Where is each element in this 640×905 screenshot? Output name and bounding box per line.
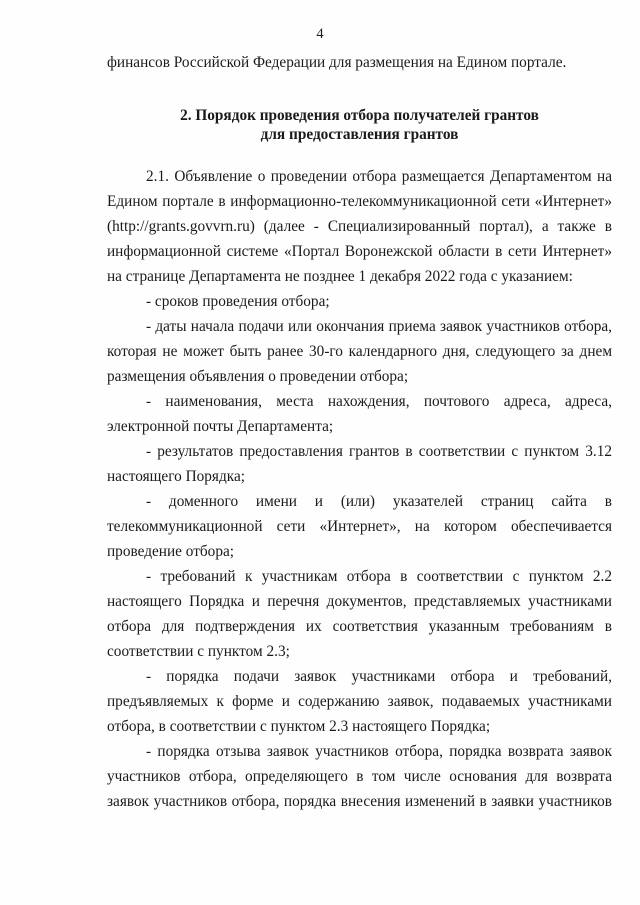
text-line: проведение отбора; [107,543,235,560]
text-line: размещения объявления о проведении отбора; [107,368,409,385]
section-body [107,164,612,814]
text-line: заявок участников отбора, порядка внесения изменений в заявки участников [107,793,612,810]
text-line: информационной системе «Портал Воронежской области в сети Интернет» [107,243,612,260]
page-number: 4 [316,26,324,42]
text-line: предъявляемых к форме и содержанию заявок, подаваемых участниками [107,693,612,710]
text-line: настоящего Порядка и перечня документов, представляемых участниками [107,593,612,610]
text-line: на странице Департамента не позднее 1 декабря 2022 года с указанием: [107,268,573,285]
text-line: - порядка подачи заявок участниками отбора и требований, [146,668,612,685]
text-line: Едином портале в информационно-телекоммуникационной сети «Интернет» [107,193,612,210]
text-line: которая не может быть ранее 30-го календарного дня, следующего за днем [107,343,612,360]
text-line: 2.1. Объявление о проведении отбора размещается Департаментом на [146,168,612,185]
text-line: телекоммуникационной сети «Интернет», на котором обеспечивается [107,518,612,535]
section-heading-line-1: 2. Порядок проведения отбора получателей грантов [180,107,539,124]
text-line: электронной почты Департамента; [107,418,334,435]
text-line: участников отбора, определяющего в том числе основания для возврата [107,768,612,785]
text-line: (http://grants.govvrn.ru) (далее - Специализированный портал), а также в [107,218,612,235]
text-line: - порядка отзыва заявок участников отбора, порядка возврата заявок [146,743,612,760]
section-heading [107,106,612,144]
text-line: - наименования, места нахождения, почтового адреса, адреса, [146,393,612,410]
text-line: - сроков проведения отбора; [146,293,330,310]
text-line: - доменного имени и (или) указателей страниц сайта в [146,493,612,510]
section-heading-line-2: для предоставления грантов [260,126,459,143]
text-line: - требований к участникам отбора в соответствии с пунктом 2.2 [146,568,612,585]
text-line: отбора для подтверждения их соответствия указанным требованиям в [107,618,612,635]
text-line: - результатов предоставления грантов в соответствии с пунктом 3.12 [146,443,612,460]
text-line: отбора, в соответствии с пунктом 2.3 настоящего Порядка; [107,718,491,735]
continuation-line: финансов Российской Федерации для размещения на Едином портале. [107,54,567,71]
text-line: - даты начала подачи или окончания приема заявок участников отбора, [146,318,612,335]
text-line: настоящего Порядка; [107,468,245,485]
text-line: соответствии с пунктом 2.3; [107,643,290,660]
